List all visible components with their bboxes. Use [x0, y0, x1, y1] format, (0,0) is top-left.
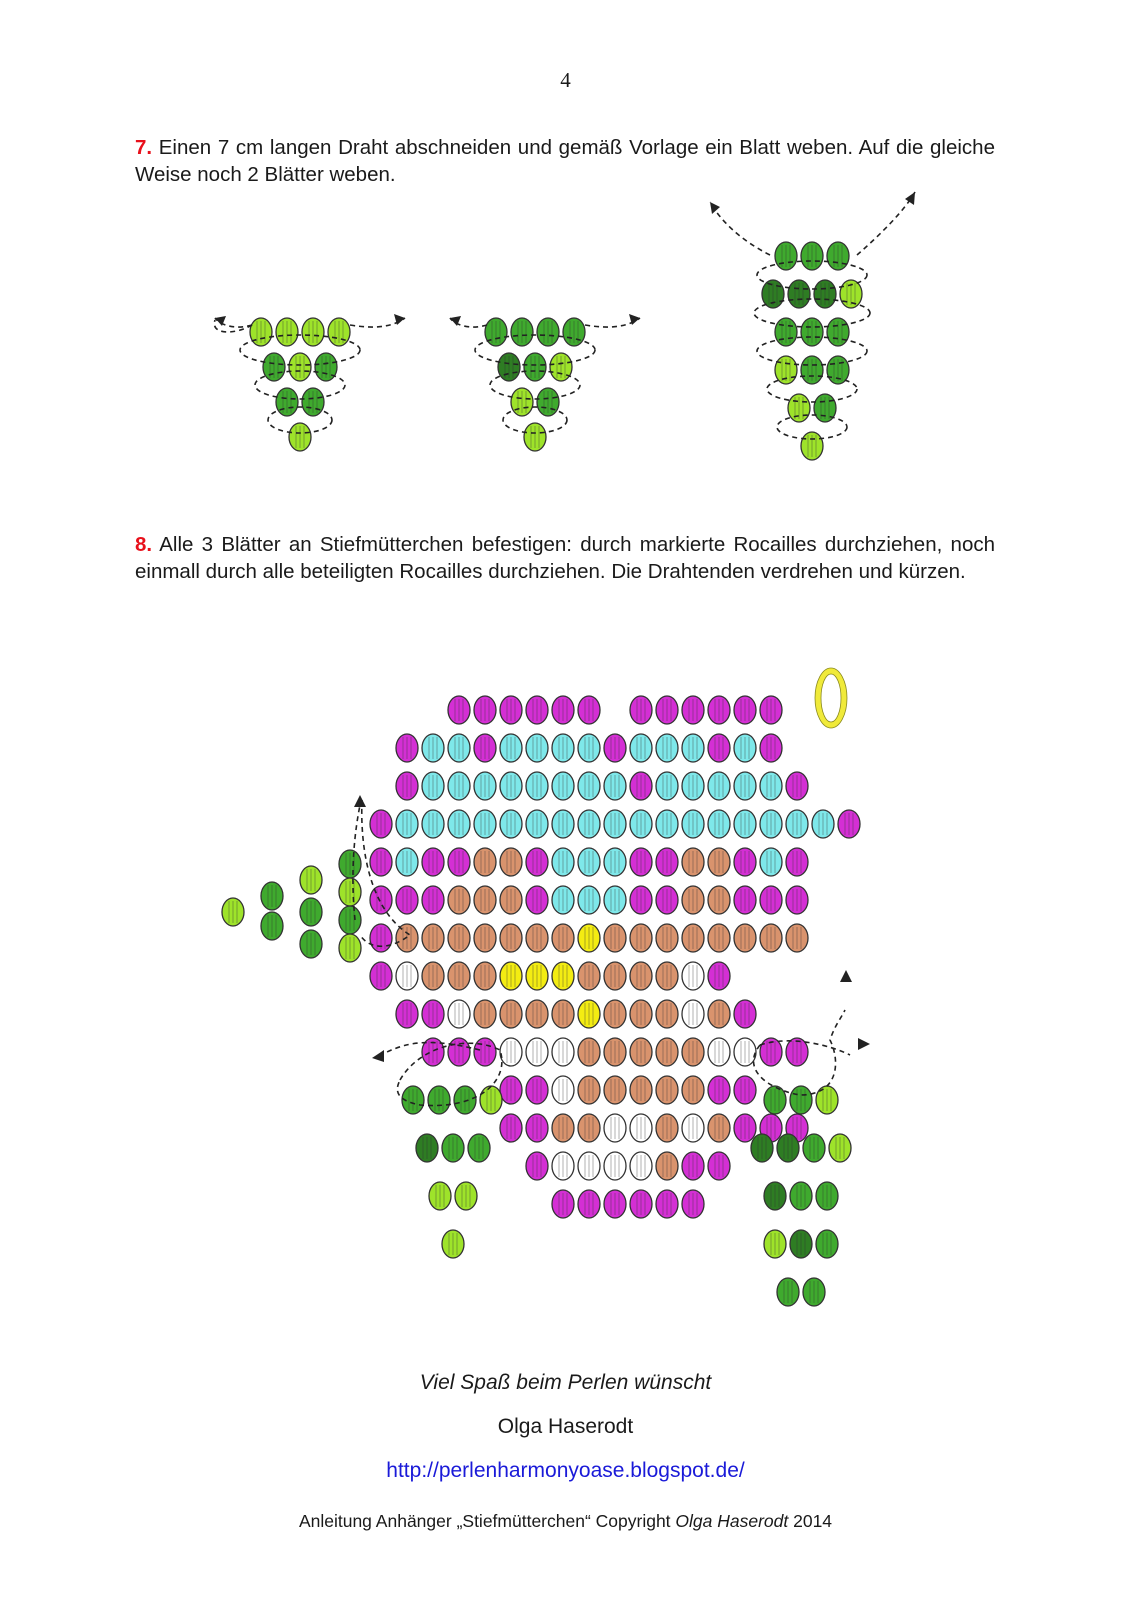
pansy-bead — [474, 1038, 496, 1066]
pansy-bead — [448, 810, 470, 838]
pansy-bead — [708, 1114, 730, 1142]
pansy-bead — [656, 772, 678, 800]
pansy-bead — [526, 810, 548, 838]
pansy-bead — [448, 1038, 470, 1066]
pansy-bead — [552, 772, 574, 800]
pansy-bead — [578, 734, 600, 762]
attached-leaf-bead — [790, 1086, 812, 1114]
pansy-bead — [786, 924, 808, 952]
attached-leaf-bead — [339, 878, 361, 906]
pansy-bead — [812, 810, 834, 838]
author-name: Olga Haserodt — [497, 1415, 634, 1438]
leaf-bead — [550, 353, 572, 381]
leaf-bead — [263, 353, 285, 381]
pansy-bead — [630, 848, 652, 876]
step-8-instruction — [135, 532, 995, 585]
pansy-bead — [708, 848, 730, 876]
attached-leaf-bead — [816, 1182, 838, 1210]
pansy-bead — [630, 886, 652, 914]
attached-leaf-bead — [300, 866, 322, 894]
pansy-bead — [500, 962, 522, 990]
pansy-bead — [526, 924, 548, 952]
pansy-bead — [370, 886, 392, 914]
leaf-bead — [788, 394, 810, 422]
pansy-bead — [422, 924, 444, 952]
pansy-bead — [552, 1114, 574, 1142]
pansy-bead — [682, 810, 704, 838]
pansy-bead — [422, 848, 444, 876]
pansy-bead — [604, 886, 626, 914]
pansy-bead — [656, 1190, 678, 1218]
pansy-bead — [448, 1000, 470, 1028]
leaf-diagrams — [0, 180, 1131, 490]
pansy-bead — [604, 962, 626, 990]
leaf-bead — [498, 353, 520, 381]
pansy-bead — [578, 1152, 600, 1180]
attached-leaf-bead — [764, 1182, 786, 1210]
pansy-bead — [682, 924, 704, 952]
copyright-footer — [0, 1511, 1131, 1532]
pansy-bead — [422, 886, 444, 914]
pansy-bead — [708, 924, 730, 952]
leaf-bead — [563, 318, 585, 346]
pansy-bead — [786, 810, 808, 838]
pansy-bead — [708, 696, 730, 724]
pansy-bead — [448, 886, 470, 914]
attached-leaf-bead — [455, 1182, 477, 1210]
attached-leaf-bead — [300, 930, 322, 958]
pansy-bead — [526, 848, 548, 876]
pansy-bead — [500, 848, 522, 876]
pansy-bead — [760, 924, 782, 952]
pansy-bead — [630, 1152, 652, 1180]
leaf-bead — [250, 318, 272, 346]
pansy-bead — [578, 886, 600, 914]
leaf-bead — [328, 318, 350, 346]
leaf-bead — [276, 388, 298, 416]
pansy-bead — [500, 886, 522, 914]
pansy-bead — [526, 1000, 548, 1028]
leaf-bead — [814, 280, 836, 308]
leaf-bead — [775, 356, 797, 384]
step-7-text: Einen 7 cm langen Draht abschneiden und gemäß Vorlage ein Blatt weben. Auf die gleiche Weise noch 2 Blätter weben. — [135, 136, 995, 186]
leaf-beads — [250, 242, 862, 460]
pansy-bead — [708, 1000, 730, 1028]
pansy-bead — [396, 734, 418, 762]
pansy-bead — [682, 962, 704, 990]
pansy-bead — [734, 772, 756, 800]
pansy-bead — [552, 1152, 574, 1180]
attached-leaf-bead — [261, 912, 283, 940]
footer-year: 2014 — [788, 1511, 833, 1531]
pansy-bead — [838, 810, 860, 838]
pansy-bead — [500, 1038, 522, 1066]
leaf-bead — [511, 318, 533, 346]
pansy-bead — [552, 1000, 574, 1028]
pansy-bead — [630, 1000, 652, 1028]
pansy-bead — [578, 924, 600, 952]
pansy-bead — [656, 1076, 678, 1104]
pansy-bead — [526, 1152, 548, 1180]
leaf-bead — [524, 353, 546, 381]
pansy-bead — [656, 810, 678, 838]
pansy-bead — [630, 1038, 652, 1066]
pansy-bead — [552, 696, 574, 724]
leaf-bead — [827, 242, 849, 270]
pansy-bead — [474, 734, 496, 762]
pansy-bead — [396, 848, 418, 876]
leaf-bead — [485, 318, 507, 346]
pansy-assembly-diagram — [0, 650, 1131, 1330]
leaf-bead — [775, 242, 797, 270]
attached-leaf-bead — [300, 898, 322, 926]
pansy-bead — [760, 734, 782, 762]
pansy-bead — [526, 886, 548, 914]
pansy-bead — [656, 886, 678, 914]
pansy-bead — [500, 1076, 522, 1104]
pansy-bead — [578, 962, 600, 990]
pansy-bead — [708, 734, 730, 762]
attached-leaf-bead — [339, 906, 361, 934]
pansy-bead — [578, 1190, 600, 1218]
leaf-bead — [801, 318, 823, 346]
pansy-bead — [682, 1076, 704, 1104]
attached-leaf-bead — [790, 1230, 812, 1258]
pansy-bead — [682, 1000, 704, 1028]
pansy-bead — [526, 1038, 548, 1066]
pansy-bead — [630, 772, 652, 800]
pansy-bead — [656, 924, 678, 952]
pansy-bead — [448, 848, 470, 876]
pansy-bead — [604, 1076, 626, 1104]
leaf-bead — [827, 318, 849, 346]
pansy-bead — [500, 696, 522, 724]
pansy-bead — [708, 962, 730, 990]
pansy-bead — [552, 1190, 574, 1218]
pansy-bead — [604, 1152, 626, 1180]
pansy-bead — [604, 848, 626, 876]
pansy-bead — [396, 886, 418, 914]
pansy-bead — [708, 886, 730, 914]
leaf-bead — [801, 356, 823, 384]
pansy-bead — [682, 1114, 704, 1142]
pansy-bead — [656, 696, 678, 724]
pansy-bead — [708, 1152, 730, 1180]
footer-prefix: Anleitung Anhänger „Stiefmütterchen“ Copyright — [298, 1511, 676, 1531]
pansy-bead — [370, 848, 392, 876]
attached-leaf-bead — [416, 1134, 438, 1162]
pansy-bead — [474, 772, 496, 800]
pansy-bead — [448, 772, 470, 800]
pansy-bead — [656, 848, 678, 876]
pansy-bead — [708, 1076, 730, 1104]
pansy-bead — [396, 772, 418, 800]
attached-leaf-bead — [480, 1086, 502, 1114]
pansy-bead — [500, 772, 522, 800]
leaf-bead — [775, 318, 797, 346]
pansy-bead — [370, 962, 392, 990]
pansy-bead — [734, 810, 756, 838]
pansy-bead — [656, 1000, 678, 1028]
pansy-bead — [682, 696, 704, 724]
pansy-bead — [422, 772, 444, 800]
attached-leaf-bead — [429, 1182, 451, 1210]
pansy-bead — [578, 848, 600, 876]
pansy-bead — [526, 1114, 548, 1142]
step-7-number: 7. — [135, 136, 153, 159]
pansy-bead — [578, 810, 600, 838]
pansy-bead — [604, 1038, 626, 1066]
leaf-bead — [788, 280, 810, 308]
pansy-bead — [500, 734, 522, 762]
page-number: 4 — [560, 68, 571, 92]
pansy-bead — [604, 772, 626, 800]
pansy-bead — [604, 734, 626, 762]
pansy-bead — [734, 886, 756, 914]
pansy-bead — [604, 1000, 626, 1028]
pansy-bead — [500, 1114, 522, 1142]
attached-leaf-bead — [803, 1278, 825, 1306]
pansy-bead — [552, 1038, 574, 1066]
pansy-bead — [474, 962, 496, 990]
attached-leaf-bead — [454, 1086, 476, 1114]
leaf-bead — [537, 388, 559, 416]
pansy-bead — [708, 1038, 730, 1066]
attached-leaf-bead — [468, 1134, 490, 1162]
pansy-bead — [604, 1114, 626, 1142]
pansy-bead — [526, 1076, 548, 1104]
attached-leaf-bead — [442, 1134, 464, 1162]
pansy-bead — [474, 696, 496, 724]
leaf-bead — [315, 353, 337, 381]
pansy-bead — [474, 848, 496, 876]
leaf-bead — [524, 423, 546, 451]
attached-leaf-bead — [442, 1230, 464, 1258]
leaf-bead — [289, 423, 311, 451]
pansy-bead — [370, 810, 392, 838]
pansy-bead — [656, 962, 678, 990]
attached-leaf-bead — [222, 898, 244, 926]
pansy-bead — [578, 1076, 600, 1104]
pansy-bead — [682, 848, 704, 876]
pansy-bead — [786, 772, 808, 800]
pansy-bead — [682, 772, 704, 800]
pansy-bead — [604, 924, 626, 952]
pansy-bead — [474, 810, 496, 838]
attached-leaf-bead — [777, 1134, 799, 1162]
pansy-bead — [734, 848, 756, 876]
pansy-bead — [630, 810, 652, 838]
attached-leaf-bead — [790, 1182, 812, 1210]
pansy-bead — [630, 734, 652, 762]
pansy-bead — [500, 1000, 522, 1028]
pansy-bead — [760, 772, 782, 800]
pansy-bead — [526, 772, 548, 800]
attached-leaf-bead — [816, 1230, 838, 1258]
pansy-bead — [526, 734, 548, 762]
pansy-bead — [578, 1114, 600, 1142]
pansy-bead — [708, 810, 730, 838]
pansy-bead — [578, 1038, 600, 1066]
attached-leaf-bead — [339, 934, 361, 962]
leaf-bead — [762, 280, 784, 308]
pansy-bead — [526, 962, 548, 990]
attached-leaf-bead — [764, 1086, 786, 1114]
pansy-bead — [396, 1000, 418, 1028]
attached-leaf-bead — [777, 1278, 799, 1306]
pansy-bead — [552, 734, 574, 762]
leaf-bead — [289, 353, 311, 381]
pansy-bead — [734, 734, 756, 762]
attached-leaf-bead — [829, 1134, 851, 1162]
pansy-bead — [760, 886, 782, 914]
closing-wish: Viel Spaß beim Perlen wünscht — [419, 1371, 712, 1394]
pansy-bead — [708, 772, 730, 800]
pansy-bead — [656, 1038, 678, 1066]
pansy-bead — [682, 886, 704, 914]
blog-link[interactable]: http://perlenharmonyoase.blogspot.de/ — [386, 1459, 745, 1482]
pansy-bead — [552, 810, 574, 838]
pansy-bead — [422, 810, 444, 838]
jump-ring — [818, 671, 844, 725]
footer-author: Olga Haserodt — [675, 1511, 789, 1531]
pansy-bead — [682, 1152, 704, 1180]
leaf-bead — [276, 318, 298, 346]
pansy-bead — [448, 962, 470, 990]
pansy-bead — [734, 1114, 756, 1142]
pansy-bead — [474, 886, 496, 914]
pansy-bead — [760, 696, 782, 724]
pansy-bead — [760, 810, 782, 838]
attached-leaf-bead — [751, 1134, 773, 1162]
attached-leaf-bead — [428, 1086, 450, 1114]
pansy-bead — [630, 962, 652, 990]
pansy-bead — [734, 1038, 756, 1066]
pansy-bead — [630, 1076, 652, 1104]
pansy-bead — [656, 1152, 678, 1180]
attached-leaf-bead — [261, 882, 283, 910]
pansy-bead — [630, 696, 652, 724]
pansy-bead — [760, 848, 782, 876]
pansy-bead — [630, 1190, 652, 1218]
pansy-bead — [422, 1000, 444, 1028]
pansy-bead — [552, 1076, 574, 1104]
pansy-bead — [578, 696, 600, 724]
pansy-bead — [604, 810, 626, 838]
pansy-bead — [474, 924, 496, 952]
pansy-bead — [786, 886, 808, 914]
pansy-bead — [734, 924, 756, 952]
leaf-bead — [801, 242, 823, 270]
pansy-bead — [500, 810, 522, 838]
pansy-bead — [682, 734, 704, 762]
pansy-bead — [396, 810, 418, 838]
pansy-bead — [448, 696, 470, 724]
pansy-bead — [526, 696, 548, 724]
pansy-bead — [552, 924, 574, 952]
pansy-bead — [578, 772, 600, 800]
pansy-bead — [552, 886, 574, 914]
attached-leaf-bead — [339, 850, 361, 878]
pansy-bead — [448, 734, 470, 762]
pansy-bead — [656, 1114, 678, 1142]
pansy-bead — [734, 1076, 756, 1104]
pansy-bead — [630, 924, 652, 952]
pansy-bead — [734, 696, 756, 724]
pansy-bead — [786, 848, 808, 876]
attached-leaf-bead — [764, 1230, 786, 1258]
leaf-bead — [302, 388, 324, 416]
pansy-bead — [604, 1190, 626, 1218]
pansy-bead — [474, 1000, 496, 1028]
pansy-bead — [396, 962, 418, 990]
pansy-bead — [422, 734, 444, 762]
pansy-bead — [656, 734, 678, 762]
pansy-bead — [370, 924, 392, 952]
attached-leaf-bead — [803, 1134, 825, 1162]
pansy-bead — [422, 962, 444, 990]
pansy-bead — [682, 1038, 704, 1066]
pansy-bead — [734, 1000, 756, 1028]
leaf-bead — [801, 432, 823, 460]
step-8-number: 8. — [135, 533, 153, 556]
leaf-bead — [537, 318, 559, 346]
step-8-text: Alle 3 Blätter an Stiefmütterchen befestigen: durch markierte Rocailles durchziehen, noch einmall durch alle beteiligten Rocailles durchziehen. Die Drahtenden verdrehen und kürzen. — [135, 533, 995, 583]
pansy-bead — [578, 1000, 600, 1028]
pansy-bead — [500, 924, 522, 952]
pansy-bead — [630, 1114, 652, 1142]
pansy-bead — [682, 1190, 704, 1218]
attached-leaf-bead — [816, 1086, 838, 1114]
leaf-bead — [302, 318, 324, 346]
leaf-bead — [511, 388, 533, 416]
pansy-bead — [552, 962, 574, 990]
pansy-bead — [448, 924, 470, 952]
pansy-bead — [552, 848, 574, 876]
